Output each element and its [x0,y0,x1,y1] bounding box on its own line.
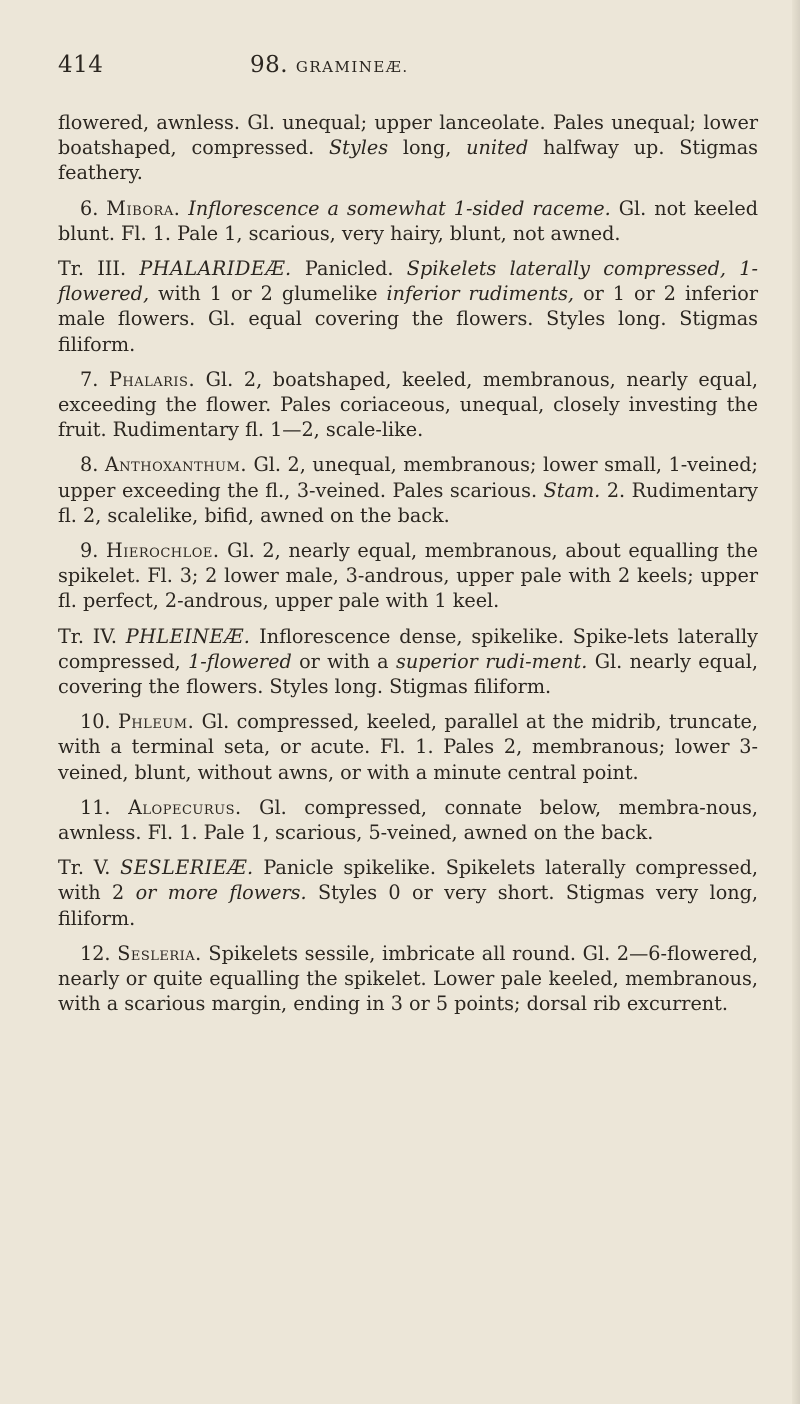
genus-name: Hierochloe. [106,539,220,563]
tribe-label: Tr. V. [58,856,111,880]
italic-text: 1-flowered [188,649,292,673]
text: Gl. not keeled blunt. Fl. 1. Pale 1, scarious, very hairy, blunt, not awned. [58,196,758,245]
text: or 1 or 2 inferior male flowers. Gl. equal covering the flowers. Styles long. Stigmas filiform. [58,282,758,356]
text: Gl. nearly equal, covering the flowers. Styles long. Stigmas filiform. [58,649,758,699]
genus-name: Phleum. [117,710,195,734]
genus-name: Sesleria. [117,941,202,965]
genus-entry-phleum [58,709,758,785]
italic-text: Spikelets laterally compressed, 1-flowered, [58,257,758,306]
page-body [58,110,758,1027]
tribe-entry-phleineae [58,624,758,700]
genus-entry-sesleria [58,941,758,1017]
page-edge [792,0,800,1404]
chapter-title: GRAMINEÆ. [295,58,409,76]
genus-number: 11. [80,795,111,819]
text: Gl. compressed, keeled, parallel at the midrib, truncate, with a terminal seta, or acute. Fl. 1. Pales 2, membranous; lower 3-veined, blunt, without awns, or with a minute central point. [58,710,758,784]
genus-number: 6. [80,196,99,220]
tribe-label: Tr. III. [58,257,127,281]
tribe-name: PHLEINEÆ. [125,624,251,648]
tribe-name: SESLERIEÆ. [120,856,254,880]
italic-text: inferior rudiments, [386,282,575,306]
genus-name: Alopecurus. [128,795,242,819]
page-number: 414 [58,52,104,78]
text: with 1 or 2 glumelike [149,282,387,306]
italic-text: Stam. [543,478,601,502]
text: Gl. 2, unequal, membranous; lower small, 1-veined; upper exceeding the fl., 3-veined. Pales scarious. [58,453,758,502]
text: Gl. compressed, connate below, membra-nous, awnless. Fl. 1. Pale 1, scarious, 5-veined, awned on the back. [58,795,758,845]
genus-name: Anthoxanthum. [104,453,247,477]
text: Panicled. [291,257,407,281]
genus-entry-phalaris [58,367,758,443]
text: Spikelets sessile, imbricate all round. Gl. 2—6-flowered, nearly or quite equalling the spikelet. Lower pale keeled, membranous, with a scarious margin, ending in 3 or 5 points; dorsal rib excurrent. [58,941,758,1016]
genus-number: 10. [80,710,111,734]
tribe-entry-seslerieae [58,855,758,931]
text: halfway up. Stigmas feathery. [58,136,758,185]
italic-text: united [466,136,529,160]
text: long, [388,136,467,160]
running-header [58,52,760,82]
tribe-label: Tr. IV. [58,624,117,648]
text: Gl. 2, nearly equal, membranous, about equalling the spikelet. Fl. 3; 2 lower male, 3-androus, upper pale with 2 keels; upper fl. perfect, 2-androus, upper pale with 1 keel. [58,539,758,613]
text: Inflorescence dense, spikelike. Spike-lets laterally compressed, [58,624,758,673]
genus-entry-hierochloe [58,538,758,614]
text: 2. Rudimentary fl. 2, scalelike, bifid, awned on the back. [58,478,758,527]
italic-text: Inflorescence a somewhat 1-sided raceme. [188,196,611,220]
genus-number: 8. [80,453,99,477]
italic-text: Styles [329,136,389,160]
genus-entry-mibora [58,196,758,246]
genus-entry-alopecurus [58,795,758,845]
genus-entry-anthoxanthum [58,452,758,528]
text: Panicle spikelike. Spikelets laterally compressed, with 2 [58,856,758,905]
text: flowered, awnless. Gl. unequal; upper lanceolate. Pales unequal; lower boatshaped, compressed. [58,111,758,160]
italic-text: superior rudi-ment. [395,649,588,673]
genus-number: 9. [80,539,99,563]
continued-description [58,110,758,186]
italic-text: or more flowers. [135,881,307,905]
text: Gl. 2, boatshaped, keeled, membranous, nearly equal, exceeding the flower. Pales coriaceous, unequal, closely investing the fruit. Rudimentary fl. 1—2, scale-like. [58,367,758,442]
text: Styles 0 or very short. Stigmas very long, filiform. [58,881,758,930]
genus-number: 12. [80,941,111,965]
genus-name: Mibora. [106,196,181,220]
chapter-heading [250,52,409,78]
chapter-number: 98. [250,52,289,78]
genus-number: 7. [80,367,99,391]
tribe-name: PHALARIDEÆ. [139,257,292,281]
genus-name: Phalaris. [108,367,196,391]
text: or with a [291,649,396,673]
tribe-entry-phalarideae [58,256,758,357]
